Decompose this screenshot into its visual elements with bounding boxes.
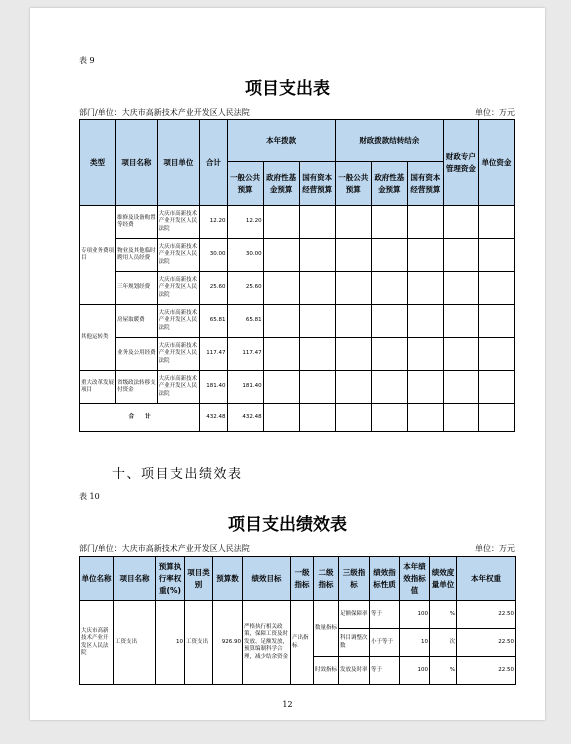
table-row xyxy=(80,305,515,338)
header-carry-fund: 政府性基金预算 xyxy=(371,162,407,206)
value-cell: 100 xyxy=(400,601,430,629)
level1-cell: 产出指标 xyxy=(291,601,314,685)
general-cell: 12.20 xyxy=(227,206,263,239)
project-unit-cell: 大庆市高新技术产业开发区人民法院 xyxy=(157,206,200,239)
header-project-name: 项目名称 xyxy=(114,557,156,601)
document-page xyxy=(30,8,545,720)
header-type: 类型 xyxy=(80,120,116,206)
general-cell: 181.40 xyxy=(227,371,263,404)
project-unit-cell: 大庆市高新技术产业开发区人民法院 xyxy=(157,239,200,272)
header-measure: 绩效度量单位 xyxy=(430,557,457,601)
section-heading: 十、项目支出绩效表 xyxy=(112,467,243,482)
level2-cell: 数量指标 xyxy=(314,601,339,657)
header-goal: 绩效目标 xyxy=(243,557,291,601)
table-row xyxy=(80,206,515,239)
nature-cell: 等于 xyxy=(370,657,400,685)
table-row xyxy=(80,272,515,305)
total-cell: 117.47 xyxy=(200,338,227,371)
nature-cell: 小于等于 xyxy=(370,629,400,657)
table9-title: 项目支出表 xyxy=(245,79,330,99)
project-name-cell: 房屋取暖费 xyxy=(116,305,158,338)
goal-cell: 严格执行相关政策，保障工资及时发放、足额发放，预算编制科学合理，减少结余资金 xyxy=(243,601,291,685)
table9-label: 表 9 xyxy=(79,56,95,65)
total-label: 合 计 xyxy=(80,404,200,432)
total-row xyxy=(80,404,515,432)
type-cell: 其他运转类 xyxy=(80,305,116,371)
value-cell: 100 xyxy=(400,657,430,685)
budget-cell: 926.90 xyxy=(213,601,243,685)
project-name-cell: 业务及公用经费 xyxy=(116,338,158,371)
nature-cell: 等于 xyxy=(370,601,400,629)
header-level2: 二级指标 xyxy=(314,557,339,601)
header-unit-name: 单位名称 xyxy=(80,557,114,601)
header-project-unit: 项目单位 xyxy=(157,120,200,206)
header-level3: 三级指标 xyxy=(339,557,370,601)
page-number: 12 xyxy=(282,700,293,709)
project-unit-cell: 大庆市高新技术产业开发区人民法院 xyxy=(157,305,200,338)
row-weight-cell: 22.50 xyxy=(457,601,516,629)
header-carry-capital: 国有资本经营预算 xyxy=(407,162,443,206)
project-cell: 工资支出 xyxy=(114,601,156,685)
measure-cell: % xyxy=(430,601,457,629)
general-cell: 432.48 xyxy=(227,404,263,432)
header-this-year: 本年拨款 xyxy=(227,120,335,162)
value-cell: 10 xyxy=(400,629,430,657)
table9-dept: 部门/单位：大庆市高新技术产业开发区人民法院 xyxy=(79,108,250,117)
header-general-budget: 一般公共预算 xyxy=(227,162,263,206)
project-unit-cell: 大庆市高新技术产业开发区人民法院 xyxy=(157,338,200,371)
total-cell: 25.60 xyxy=(200,272,227,305)
header-carryover: 财政拨款结转结余 xyxy=(335,120,443,162)
table10-label: 表 10 xyxy=(79,492,100,501)
total-cell: 12.20 xyxy=(200,206,227,239)
project-name-cell: 三年规划经费 xyxy=(116,272,158,305)
general-cell: 25.60 xyxy=(227,272,263,305)
table-row xyxy=(80,601,516,629)
header-carry-general: 一般公共预算 xyxy=(335,162,371,206)
measure-cell: 次 xyxy=(430,629,457,657)
project-expenditure-table xyxy=(79,119,515,432)
unit-name-cell: 大庆市高新技术产业开发区人民法院 xyxy=(80,601,114,685)
general-cell: 30.00 xyxy=(227,239,263,272)
table10-dept: 部门/单位：大庆市高新技术产业开发区人民法院 xyxy=(79,544,250,553)
table-row xyxy=(80,371,515,404)
table-row xyxy=(80,338,515,371)
category-cell: 工资支出 xyxy=(185,601,213,685)
table10-title: 项目支出绩效表 xyxy=(228,515,347,535)
total-cell: 181.40 xyxy=(200,371,227,404)
project-unit-cell: 大庆市高新技术产业开发区人民法院 xyxy=(157,272,200,305)
header-special-account: 财政专户管理资金 xyxy=(443,120,478,206)
project-unit-cell: 大庆市高新技术产业开发区人民法院 xyxy=(157,371,200,404)
header-state-capital: 国有资本经营预算 xyxy=(299,162,335,206)
performance-table xyxy=(79,556,516,685)
header-fund-budget: 政府性基金预算 xyxy=(263,162,299,206)
header-level1: 一级指标 xyxy=(291,557,314,601)
header-nature: 绩效指标性质 xyxy=(370,557,400,601)
general-cell: 117.47 xyxy=(227,338,263,371)
total-cell: 30.00 xyxy=(200,239,227,272)
header-value: 本年绩效指标值 xyxy=(400,557,430,601)
table10-unit: 单位：万元 xyxy=(475,544,515,553)
level3-cell: 足额保障率 xyxy=(339,601,370,629)
total-cell: 432.48 xyxy=(200,404,227,432)
project-name-cell: 省级政法转移支付资金 xyxy=(116,371,158,404)
project-name-cell: 维修及设备购置等经费 xyxy=(116,206,158,239)
table9-unit: 单位：万元 xyxy=(475,108,515,117)
header-execution-weight: 预算执行率权重(%) xyxy=(156,557,185,601)
header-weight: 本年权重 xyxy=(457,557,516,601)
type-cell: 专项业务费项目 xyxy=(80,206,116,305)
measure-cell: % xyxy=(430,657,457,685)
row-weight-cell: 22.50 xyxy=(457,629,516,657)
header-total: 合计 xyxy=(200,120,227,206)
level3-cell: 发放及时率 xyxy=(339,657,370,685)
total-cell: 65.81 xyxy=(200,305,227,338)
header-unit-funds: 单位资金 xyxy=(478,120,514,206)
level2-cell: 时效指标 xyxy=(314,657,339,685)
header-project-name: 项目名称 xyxy=(116,120,158,206)
header-category: 项目类别 xyxy=(185,557,213,601)
general-cell: 65.81 xyxy=(227,305,263,338)
header-budget: 预算数 xyxy=(213,557,243,601)
level3-cell: 科目调整次数 xyxy=(339,629,370,657)
row-weight-cell: 22.50 xyxy=(457,657,516,685)
weight-cell: 10 xyxy=(156,601,185,685)
project-name-cell: 物业及其他临时聘用人员经费 xyxy=(116,239,158,272)
table-row xyxy=(80,239,515,272)
type-cell: 重大改革发展项目 xyxy=(80,371,116,404)
